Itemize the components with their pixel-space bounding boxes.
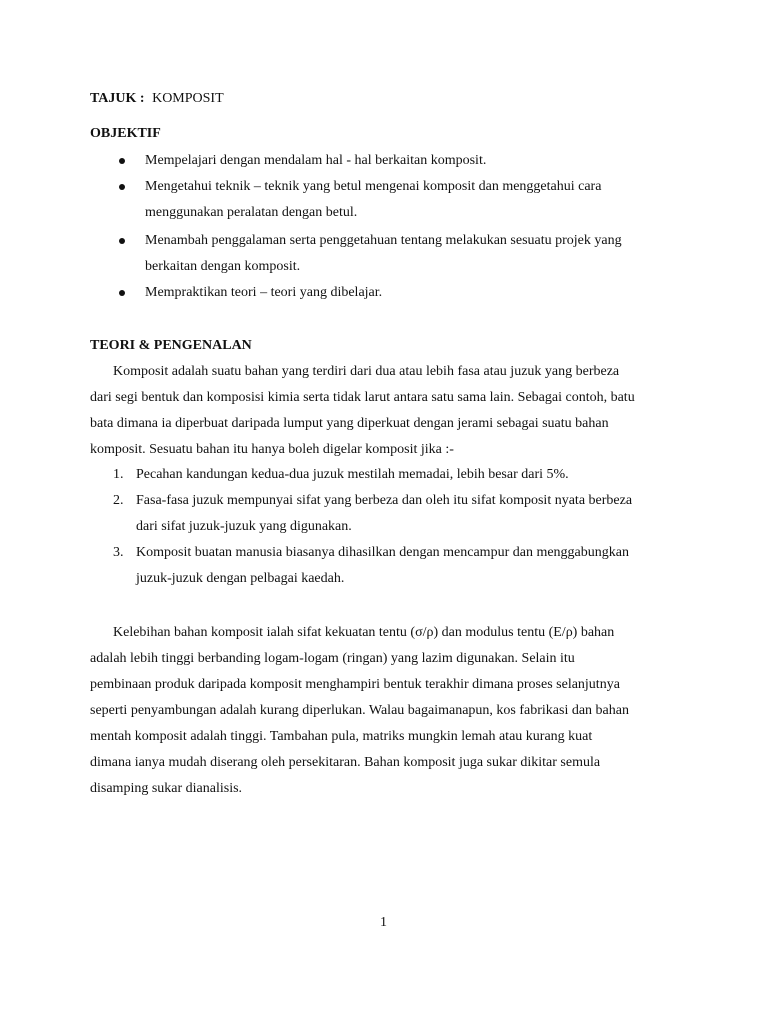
objektif-item-2: Mengetahui teknik – teknik yang betul mengenai komposit dan menggetahui cara [145, 179, 602, 194]
teori-heading: TEORI & PENGENALAN [90, 338, 252, 353]
bullet-icon [119, 158, 125, 164]
objektif-heading: OBJEKTIF [90, 126, 161, 141]
condition-2-cont: dari sifat juzuk-juzuk yang digunakan. [136, 519, 352, 534]
objektif-item-4: Mempraktikan teori – teori yang dibelajar. [145, 285, 383, 300]
condition-3: Komposit buatan manusia biasanya dihasilkan dengan mencampur dan menggabungkan [136, 545, 629, 560]
condition-2: Fasa-fasa juzuk mempunyai sifat yang berbeza dan oleh itu sifat komposit nyata berbeza [136, 493, 633, 508]
paragraph2-line-4: seperti penyambungan adalah kurang diperlukan. Walau bagaimanapun, kos fabrikasi dan bahan [90, 703, 629, 718]
title-line [90, 90, 224, 108]
paragraph2-line-1: Kelebihan bahan komposit ialah sifat kekuatan tentu (σ/ρ) dan modulus tentu (E/ρ) bahan [113, 625, 615, 640]
condition-number-3: 3. [113, 545, 124, 560]
condition-number-1: 1. [113, 467, 124, 482]
teori-intro-line-2: dari segi bentuk dan komposisi kimia serta tidak larut antara satu sama lain. Sebagai contoh, batu [90, 390, 635, 405]
bullet-icon [119, 238, 125, 244]
paragraph2-line-7: disamping sukar dianalisis. [90, 781, 243, 796]
bullet-icon [119, 184, 125, 190]
title-label: TAJUK : [90, 91, 145, 106]
paragraph2-line-3: pembinaan produk daripada komposit menghampiri bentuk terakhir dimana proses selanjutnya [90, 677, 620, 692]
condition-3-cont: juzuk-juzuk dengan pelbagai kaedah. [136, 571, 345, 586]
objektif-item-3-cont: berkaitan dengan komposit. [145, 259, 301, 274]
condition-1: Pecahan kandungan kedua-dua juzuk mestilah memadai, lebih besar dari 5%. [136, 467, 569, 482]
paragraph2-line-6: dimana ianya mudah diserang oleh persekitaran. Bahan komposit juga sukar dikitar semula [90, 755, 601, 770]
paragraph2-line-2: adalah lebih tinggi berbanding logam-logam (ringan) yang lazim digunakan. Selain itu [90, 651, 575, 666]
objektif-item-1: Mempelajari dengan mendalam hal - hal berkaitan komposit. [145, 153, 487, 168]
paragraph2-line-5: mentah komposit adalah tinggi. Tambahan pula, matriks mungkin lemah atau kurang kuat [90, 729, 593, 744]
teori-intro-line-1: Komposit adalah suatu bahan yang terdiri dari dua atau lebih fasa atau juzuk yang berbeza [113, 364, 620, 379]
objektif-item-2-cont: menggunakan peralatan dengan betul. [145, 205, 358, 220]
bullet-icon [119, 290, 125, 296]
page-number: 1 [380, 915, 387, 930]
title-value: KOMPOSIT [152, 91, 224, 106]
teori-intro-line-3: bata dimana ia diperbuat daripada lumput yang diperkuat dengan jerami sebagai suatu bahan [90, 416, 609, 431]
teori-intro-line-4: komposit. Sesuatu bahan itu hanya boleh digelar komposit jika :- [90, 442, 454, 457]
condition-number-2: 2. [113, 493, 124, 508]
objektif-item-3: Menambah penggalaman serta penggetahuan tentang melakukan sesuatu projek yang [145, 233, 622, 248]
